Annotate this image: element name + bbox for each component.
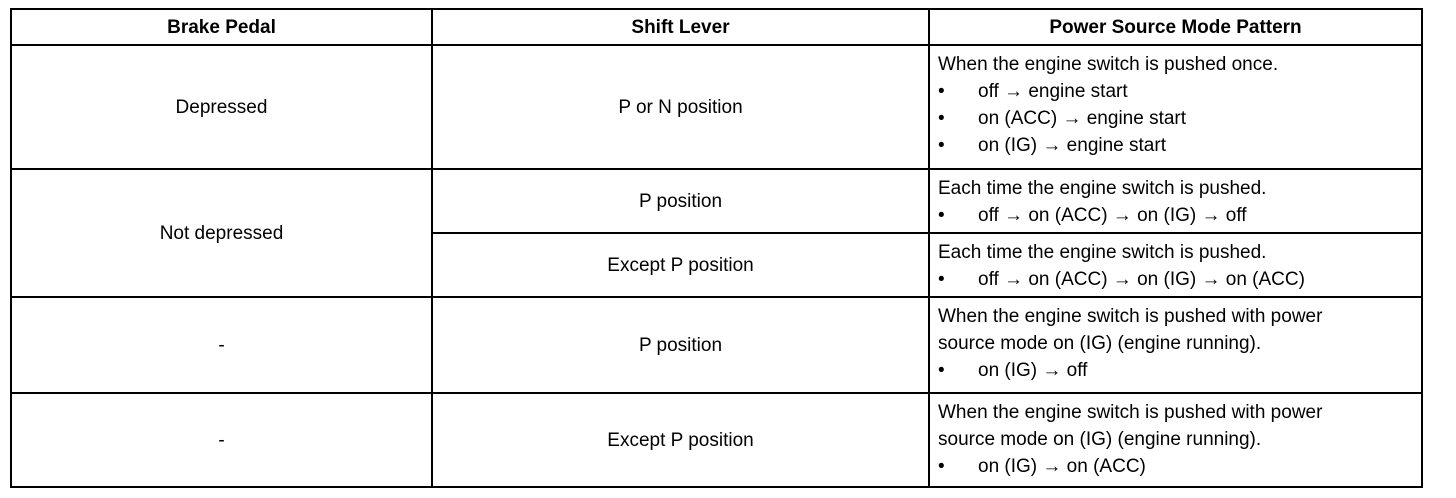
pattern-item: • on (IG) → on (ACC) <box>938 453 1413 480</box>
brake-pedal-cell: - <box>11 393 432 487</box>
shift-lever-cell: Except P position <box>432 233 929 297</box>
header-shift-lever: Shift Lever <box>432 9 929 45</box>
bullet-icon: • <box>938 456 945 477</box>
pattern-cell <box>929 297 1422 393</box>
brake-pedal-cell: Not depressed <box>11 169 432 297</box>
pattern-intro: Each time the engine switch is pushed. <box>938 178 1267 199</box>
shift-lever-cell: P or N position <box>432 45 929 169</box>
bullet-icon: • <box>938 205 945 226</box>
shift-lever-cell: P position <box>432 169 929 233</box>
brake-pedal-cell: - <box>11 297 432 393</box>
pattern-cell <box>929 393 1422 487</box>
bullet-icon: • <box>938 360 945 381</box>
pattern-intro-line: When the engine switch is pushed with power <box>938 306 1323 327</box>
pattern-item: • on (IG) → off <box>938 357 1413 384</box>
pattern-intro: Each time the engine switch is pushed. <box>938 242 1267 263</box>
bullet-icon: • <box>938 108 945 129</box>
bullet-icon: • <box>938 135 945 156</box>
pattern-intro-line: source mode on (IG) (engine running). <box>938 429 1262 450</box>
table-row <box>11 393 1422 487</box>
bullet-icon: • <box>938 81 945 102</box>
bullet-icon: • <box>938 269 945 290</box>
shift-lever-cell: Except P position <box>432 393 929 487</box>
pattern-item: • on (IG) → engine start <box>938 132 1413 159</box>
pattern-item: • off → on (ACC) → on (IG) → off <box>938 202 1413 229</box>
pattern-intro-line: source mode on (IG) (engine running). <box>938 333 1262 354</box>
power-source-mode-table <box>10 8 1423 488</box>
table-row <box>11 297 1422 393</box>
pattern-cell <box>929 45 1422 169</box>
table-row <box>11 45 1422 169</box>
pattern-item: • on (ACC) → engine start <box>938 105 1413 132</box>
pattern-item: • off → on (ACC) → on (IG) → on (ACC) <box>938 266 1413 293</box>
shift-lever-cell: P position <box>432 297 929 393</box>
pattern-intro-line: When the engine switch is pushed with power <box>938 402 1323 423</box>
brake-pedal-cell: Depressed <box>11 45 432 169</box>
pattern-intro: When the engine switch is pushed once. <box>938 54 1279 75</box>
header-row <box>11 9 1422 45</box>
pattern-item: • off → engine start <box>938 78 1413 105</box>
header-brake-pedal: Brake Pedal <box>11 9 432 45</box>
table-row <box>11 169 1422 233</box>
pattern-cell <box>929 169 1422 233</box>
pattern-cell <box>929 233 1422 297</box>
header-pattern: Power Source Mode Pattern <box>929 9 1422 45</box>
